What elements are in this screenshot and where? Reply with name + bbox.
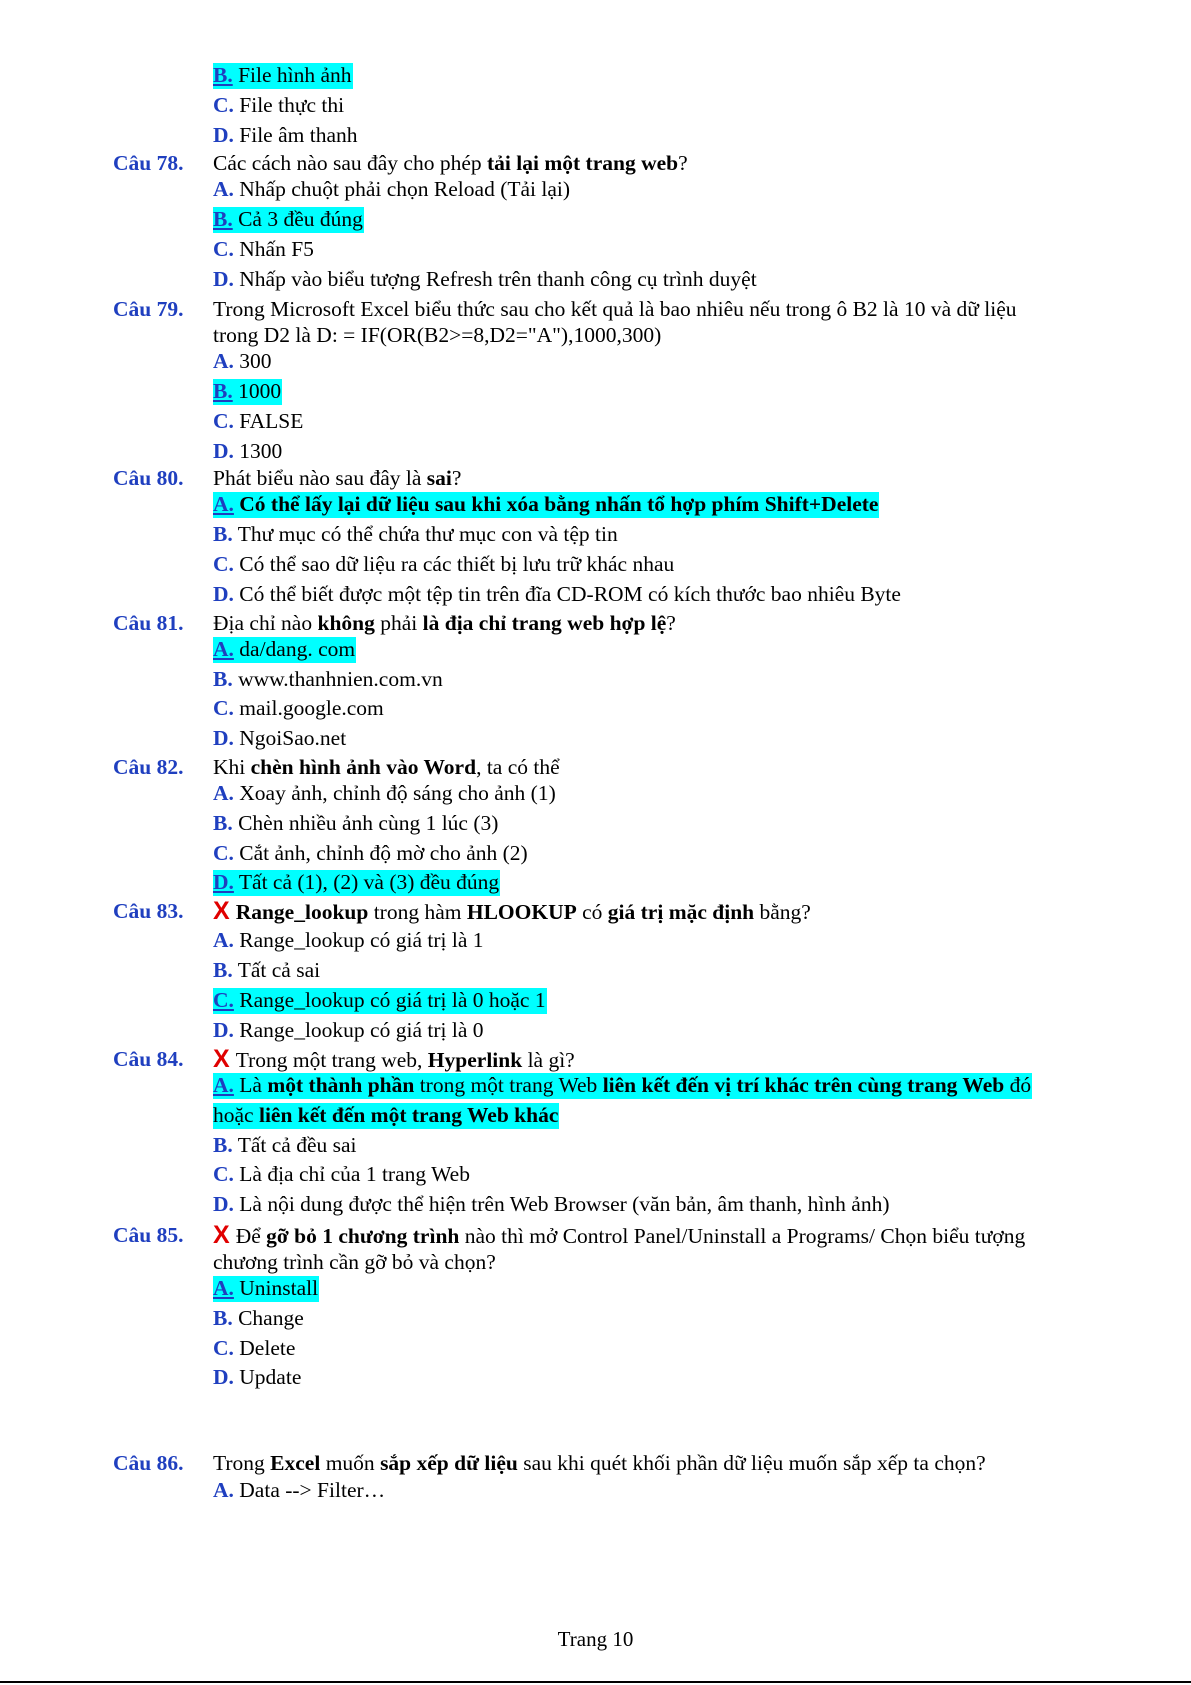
option-text: Là địa chỉ của 1 trang Web [239,1162,470,1186]
option-letter: D. [213,1192,234,1216]
option-letter: B. [213,667,233,691]
option-letter: D. [213,870,234,894]
bold-text: HLOOKUP [466,900,577,924]
question-number: Câu 84. [113,1047,184,1071]
text-run: Các cách nào sau đây cho phép [213,151,488,175]
correct-answer-highlight [213,207,364,233]
option-letter: A. [213,781,234,805]
option-letter: B. [213,63,233,87]
correct-answer-highlight [213,1276,319,1302]
bold-text: sai [426,466,452,490]
option-letter: D. [213,439,234,463]
option-letter: D. [213,726,234,750]
option-text: File hình ảnh [238,63,352,87]
bold-text: gỡ bỏ 1 chương trình [266,1224,460,1248]
option-letter: C. [213,841,234,865]
question-stem-continued [213,1249,496,1275]
question-number: Câu 85. [113,1223,184,1247]
option-text: 1300 [239,439,283,463]
answer-option [213,122,358,148]
option-text: Nhấp vào biểu tượng Refresh trên thanh công cụ trình duyệt [239,267,757,291]
option-letter: A. [213,637,234,661]
answer-option [213,1364,301,1390]
answer-option [213,1335,295,1361]
answer-option [213,1017,484,1043]
option-text: 1000 [238,379,282,403]
text-run: có [576,900,608,924]
text-run: chương trình cần gỡ bỏ và chọn? [213,1250,496,1274]
answer-option [213,780,556,806]
option-text: da/dang. com [239,637,356,661]
option-text: Delete [239,1336,296,1360]
option-text: Uninstall [239,1276,319,1300]
option-text: FALSE [239,409,304,433]
text-run: là gì? [522,1048,575,1072]
x-mark-icon: X [213,1221,230,1249]
option-text: Range_lookup có giá trị là 1 [239,928,484,952]
answer-option [213,266,757,292]
text-run: Để [235,1224,267,1248]
answer-option [213,1275,319,1301]
option-text: File thực thi [239,93,345,117]
answer-option [213,438,282,464]
option-letter: B. [213,1133,233,1157]
bold-text: một thành phần [267,1073,415,1097]
text-run: đó [1004,1073,1032,1097]
text-run: Địa chỉ nào [213,611,318,635]
question-number: Câu 81. [113,611,184,635]
option-letter: D. [213,582,234,606]
option-letter: C. [213,696,234,720]
text-run: , ta có thể [476,755,560,779]
option-letter: D. [213,1365,234,1389]
option-text: Có thể lấy lại dữ liệu sau khi xóa bằng nhấn tổ hợp phím Shift+Delete [239,492,879,516]
answer-option [213,1305,304,1331]
answer-option [213,176,570,202]
answer-option [213,62,353,88]
question-stem [213,296,1017,322]
answer-option-continued [213,1102,559,1128]
option-letter: C. [213,93,234,117]
answer-option [213,1072,1032,1098]
question-number: Câu 86. [113,1451,184,1475]
option-text: Nhấn F5 [239,237,314,261]
answer-option [213,92,344,118]
bold-text: sắp xếp dữ liệu [380,1451,518,1475]
text-run: trong một trang Web [414,1073,603,1097]
option-letter: D. [213,1018,234,1042]
answer-option [213,1191,889,1217]
question-number: Câu 83. [113,899,184,923]
footer-rule [0,1681,1191,1683]
answer-option [213,1477,385,1503]
correct-answer-highlight [213,988,547,1014]
option-letter: B. [213,207,233,231]
option-text: Range_lookup có giá trị là 0 [239,1018,484,1042]
bold-text: giá trị mặc định [607,900,755,924]
option-letter: A. [213,1073,234,1097]
text-run: trong D2 là D: = IF(OR(B2>=8,D2="A"),1000,300) [213,323,662,347]
question-stem [213,465,461,491]
question-number: Câu 80. [113,466,184,490]
option-letter: B. [213,811,233,835]
text-run: ? [666,611,676,635]
answer-option [213,987,547,1013]
option-letter: A. [213,177,234,201]
text-run: Trong Microsoft Excel biểu thức sau cho kết quả là bao nhiêu nếu trong ô B2 là 10 và dữ liệu [213,297,1017,321]
text-run: sau khi quét khối phần dữ liệu muốn sắp xếp ta chọn? [517,1451,986,1475]
question-number: Câu 78. [113,151,184,175]
option-text: File âm thanh [239,123,358,147]
x-mark-icon: X [213,1045,230,1073]
answer-option [213,491,879,517]
question-stem [213,898,811,925]
correct-answer-highlight [213,492,879,518]
option-letter: B. [213,379,233,403]
option-letter: A. [213,1276,234,1300]
option-letter: A. [213,492,234,516]
question-stem [213,1450,986,1476]
option-letter: A. [213,928,234,952]
option-text: Chèn nhiều ảnh cùng 1 lúc (3) [238,811,499,835]
text-run: trong hàm [368,900,467,924]
option-text: NgoiSao.net [239,726,347,750]
option-text: Cắt ảnh, chỉnh độ mờ cho ảnh (2) [239,841,528,865]
correct-answer-highlight [213,63,353,89]
option-text: Change [238,1306,304,1330]
answer-option [213,810,498,836]
bold-text: Range_lookup [235,900,369,924]
question-stem [213,1222,1025,1249]
text-run: Trong [213,1451,271,1475]
answer-option [213,957,320,983]
option-letter: B. [213,1306,233,1330]
option-text: Xoay ảnh, chỉnh độ sáng cho ảnh (1) [239,781,556,805]
question-stem [213,1046,575,1073]
option-letter: C. [213,237,234,261]
answer-option [213,695,384,721]
question-stem [213,754,560,780]
correct-answer-highlight [213,379,282,405]
option-letter: A. [213,1478,234,1502]
answer-option [213,1161,470,1187]
answer-option [213,927,484,953]
option-text: Cả 3 đều đúng [238,207,363,231]
text-run: bằng? [754,900,811,924]
correct-answer-highlight [213,870,500,896]
option-text: mail.google.com [239,696,384,720]
answer-option [213,869,500,895]
option-text: Thư mục có thể chứa thư mục con và tệp tin [237,522,618,546]
option-text: Là nội dung được thể hiện trên Web Browser (văn bản, âm thanh, hình ảnh) [239,1192,890,1216]
option-text: Có thể biết được một tệp tin trên đĩa CD-ROM có kích thước bao nhiêu Byte [239,582,901,606]
bold-text: Hyperlink [427,1048,523,1072]
text-run: hoặc [213,1103,259,1127]
text-run: ? [451,466,462,490]
option-letter: B. [213,958,233,982]
answer-option [213,840,528,866]
page-footer: Trang 10 [557,1627,634,1651]
question-stem-continued [213,322,661,348]
option-letter: C. [213,552,234,576]
option-letter: C. [213,1162,234,1186]
answer-option [213,348,272,374]
x-mark-icon: X [213,897,230,925]
answer-option [213,636,356,662]
answer-option [213,666,443,692]
text-run: Khi [213,755,251,779]
text-run: muốn [320,1451,381,1475]
correct-answer-highlight [213,1103,559,1129]
answer-option [213,236,314,262]
text-run: Phát biểu nào sau đây là [213,466,427,490]
question-stem [213,150,688,176]
answer-option [213,378,282,404]
option-text: Tất cả sai [237,958,321,982]
option-letter: C. [213,409,234,433]
text-run: ? [678,151,688,175]
option-letter: D. [213,123,234,147]
text-run: Trong một trang web, [235,1048,428,1072]
text-run: phải [374,611,423,635]
text-run: nào thì mở Control Panel/Uninstall a Programs/ Chọn biểu tượng [459,1224,1026,1248]
bold-text: Excel [270,1451,321,1475]
option-text: Tất cả đều sai [237,1133,357,1157]
option-text: Update [239,1365,302,1389]
option-text: Nhấp chuột phải chọn Reload (Tải lại) [239,177,571,201]
answer-option [213,551,674,577]
correct-answer-highlight [213,637,356,663]
option-letter: D. [213,267,234,291]
bold-text: tải lại một trang web [487,151,679,175]
answer-option [213,1132,357,1158]
option-text: Data --> Filter… [239,1478,386,1502]
option-letter: C. [213,1336,234,1360]
option-text: 300 [239,349,272,373]
option-text: Tất cả (1), (2) và (3) đều đúng [238,870,500,894]
bold-text: liên kết đến vị trí khác trên cùng trang Web [602,1073,1005,1097]
text-run: Là [239,1073,268,1097]
option-letter: C. [213,988,234,1012]
answer-option [213,206,364,232]
question-stem [213,610,676,636]
question-number: Câu 82. [113,755,184,779]
answer-option [213,521,618,547]
correct-answer-highlight [213,1073,1032,1099]
option-text: Có thể sao dữ liệu ra các thiết bị lưu trữ khác nhau [239,552,675,576]
question-number: Câu 79. [113,297,184,321]
bold-text: liên kết đến một trang Web khác [258,1103,559,1127]
answer-option [213,408,303,434]
answer-option [213,581,901,607]
answer-option [213,725,346,751]
bold-text: chèn hình ảnh vào Word [250,755,477,779]
bold-text: là địa chỉ trang web hợp lệ [422,611,667,635]
option-text: www.thanhnien.com.vn [238,667,443,691]
bold-text: không [317,611,375,635]
option-letter: B. [213,522,233,546]
option-text: Range_lookup có giá trị là 0 hoặc 1 [239,988,546,1012]
option-letter: A. [213,349,234,373]
